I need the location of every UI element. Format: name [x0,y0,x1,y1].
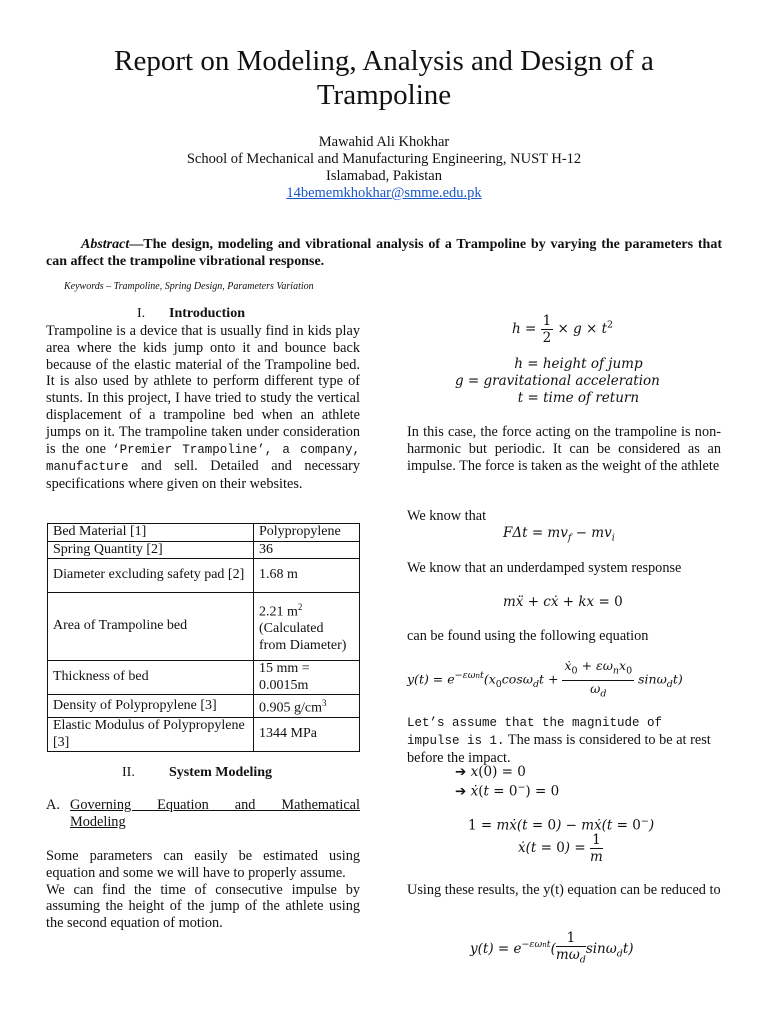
subsection-heading [46,797,360,831]
equation-impulse-momentum: $F\Delta t = mv_f - mv_i$ [503,525,615,544]
table-row [48,524,360,542]
para-parameters: Some parameters can easily be estimated using equation and some we will have to properly assume. [46,848,360,881]
table-cell-value: Polypropylene [254,524,360,542]
para-reduced: Using these results, the y(t) equation can be reduced to [407,882,721,898]
spec-table [47,523,360,752]
equation-velocity: ẋ(t = 0) = $\frac{1}{m}$ [518,832,603,865]
table-cell-param: Diameter excluding safety pad [2] [48,559,254,593]
equation-response: $y(t) = e^{-\varepsilon\omega nt}(x_0\cos\omega_dt$ + $\frac{ẋ_0 + \varepsilon\omega_nx_0}{\omega_d}$ sinω$_d$t) [407,658,683,699]
author-location: Islamabad, Pakistan [326,168,442,184]
area-note: (Calculated from Diameter) [259,621,347,653]
table-cell-value: 1344 MPa [254,718,360,752]
keywords: Keywords – Trampoline, Spring Design, Parameters Variation [64,281,314,292]
equation-impulse-unit: 1 = mẋ(t = 0) − mẋ(t = 0−) [468,816,655,834]
def-h: h = height of jump [514,356,643,372]
section-1-title: Introduction [169,306,245,321]
table-cell-value: 36 [254,541,360,559]
table-cell-param: Density of Polypropylene [3] [48,695,254,718]
area-unit-sup: 2 [297,601,303,612]
equation-height: h = $\frac{1}{2}$ × $g \times t^2$ [512,313,614,346]
initial-condition-2: ➔ ẋ(t = 0−) = 0 [455,782,560,800]
author-block [0,134,768,202]
subsection-title-line-2: Modeling [70,814,126,830]
intro-text-mono: ‘Premier Trampoline’, a company, manufacture [46,442,361,475]
abstract [46,236,722,270]
author-name: Mawahid Ali Khokhar [318,134,450,150]
area-value: 2.21 m [259,604,298,620]
assume-text: The mass is considered to be at rest before the impact. [407,731,711,766]
table-cell-param: Spring Quantity [2] [48,541,254,559]
density-value: 0.905 g/cm [259,700,322,716]
section-2-body [46,848,360,932]
table-cell-param: Elastic Modulus of Polypropylene [3] [48,718,254,752]
variable-definitions [455,356,660,407]
author-affiliation: School of Mechanical and Manufacturing Engineering, NUST H-12 [186,151,582,167]
section-1-body [46,323,360,493]
table-cell-value [254,593,360,661]
para-we-know: We know that [407,508,487,524]
intro-text-a: Trampoline is a device that is usually find in kids play area where the kids jump onto it and bounce back because of the elastic material of the Trampoline bed. It is also used by athlete to perform different type of stunts. In this project, I have tried to study the vertical displacement of a trampoline bed when an athlete jumps on it. The trampoline taken under consideration is the one [46,323,360,457]
para-underdamped: We know that an underdamped system response [407,560,682,576]
def-t: t = time of return [517,390,640,406]
intro-text-b: and sell. Detailed and necessary specifications where given on their websites. [46,458,360,493]
subsection-title-line-1: Governing Equation and Mathematical [70,797,360,813]
para-following-eq: can be found using the following equation [407,628,649,644]
section-2-number: II. [122,765,135,780]
section-1-number: I. [137,306,146,321]
density-unit-sup: 3 [322,698,327,708]
paper-title: Report on Modeling, Analysis and Design of a Trampoline [114,45,654,111]
abstract-label: Abstract [81,237,130,252]
table-cell-value: 1.68 m [254,559,360,593]
subsection-label: A. [46,797,60,813]
table-row [48,559,360,593]
table-cell-value: 15 mm = 0.0015m [254,661,360,695]
table-row [48,541,360,559]
initial-condition-1: ➔ x(0) = 0 [455,764,526,780]
para-assume-impulse [407,714,721,766]
table-cell-value [254,695,360,718]
equation-reduced-response: $y(t) = e^{-\varepsilon\omega nt}$( $\frac{1}{m\omega_d}$ sinω$_d$t) [470,930,634,966]
author-email-link[interactable]: 14bememkhokhar@smme.edu.pk [286,185,482,201]
assume-mono: Let’s assume that the magnitude of impulse is 1. [407,716,663,748]
para-impulse-time: We can find the time of consecutive impulse by assuming the height of the jump of the athlete using the second equation of motion. [46,881,360,932]
def-g: g = gravitational acceleration [455,373,660,389]
table-cell-param: Bed Material [1] [48,524,254,542]
para-force: In this case, the force acting on the trampoline is non-harmonic but periodic. It can be considered as an impulse. The force is taken as the weight of the athlete [407,424,721,474]
equation-of-motion: mẍ + cẋ + kx = 0 [503,594,623,610]
table-row [48,593,360,661]
section-2-title: System Modeling [169,765,273,780]
table-cell-param: Area of Trampoline bed [48,593,254,661]
table-row [48,695,360,718]
abstract-text: —The design, modeling and vibrational analysis of a Trampoline by varying the parameters that can affect the trampoline vibrational response. [46,237,722,269]
table-cell-param: Thickness of bed [48,661,254,695]
table-row [48,661,360,695]
table-row [48,718,360,752]
